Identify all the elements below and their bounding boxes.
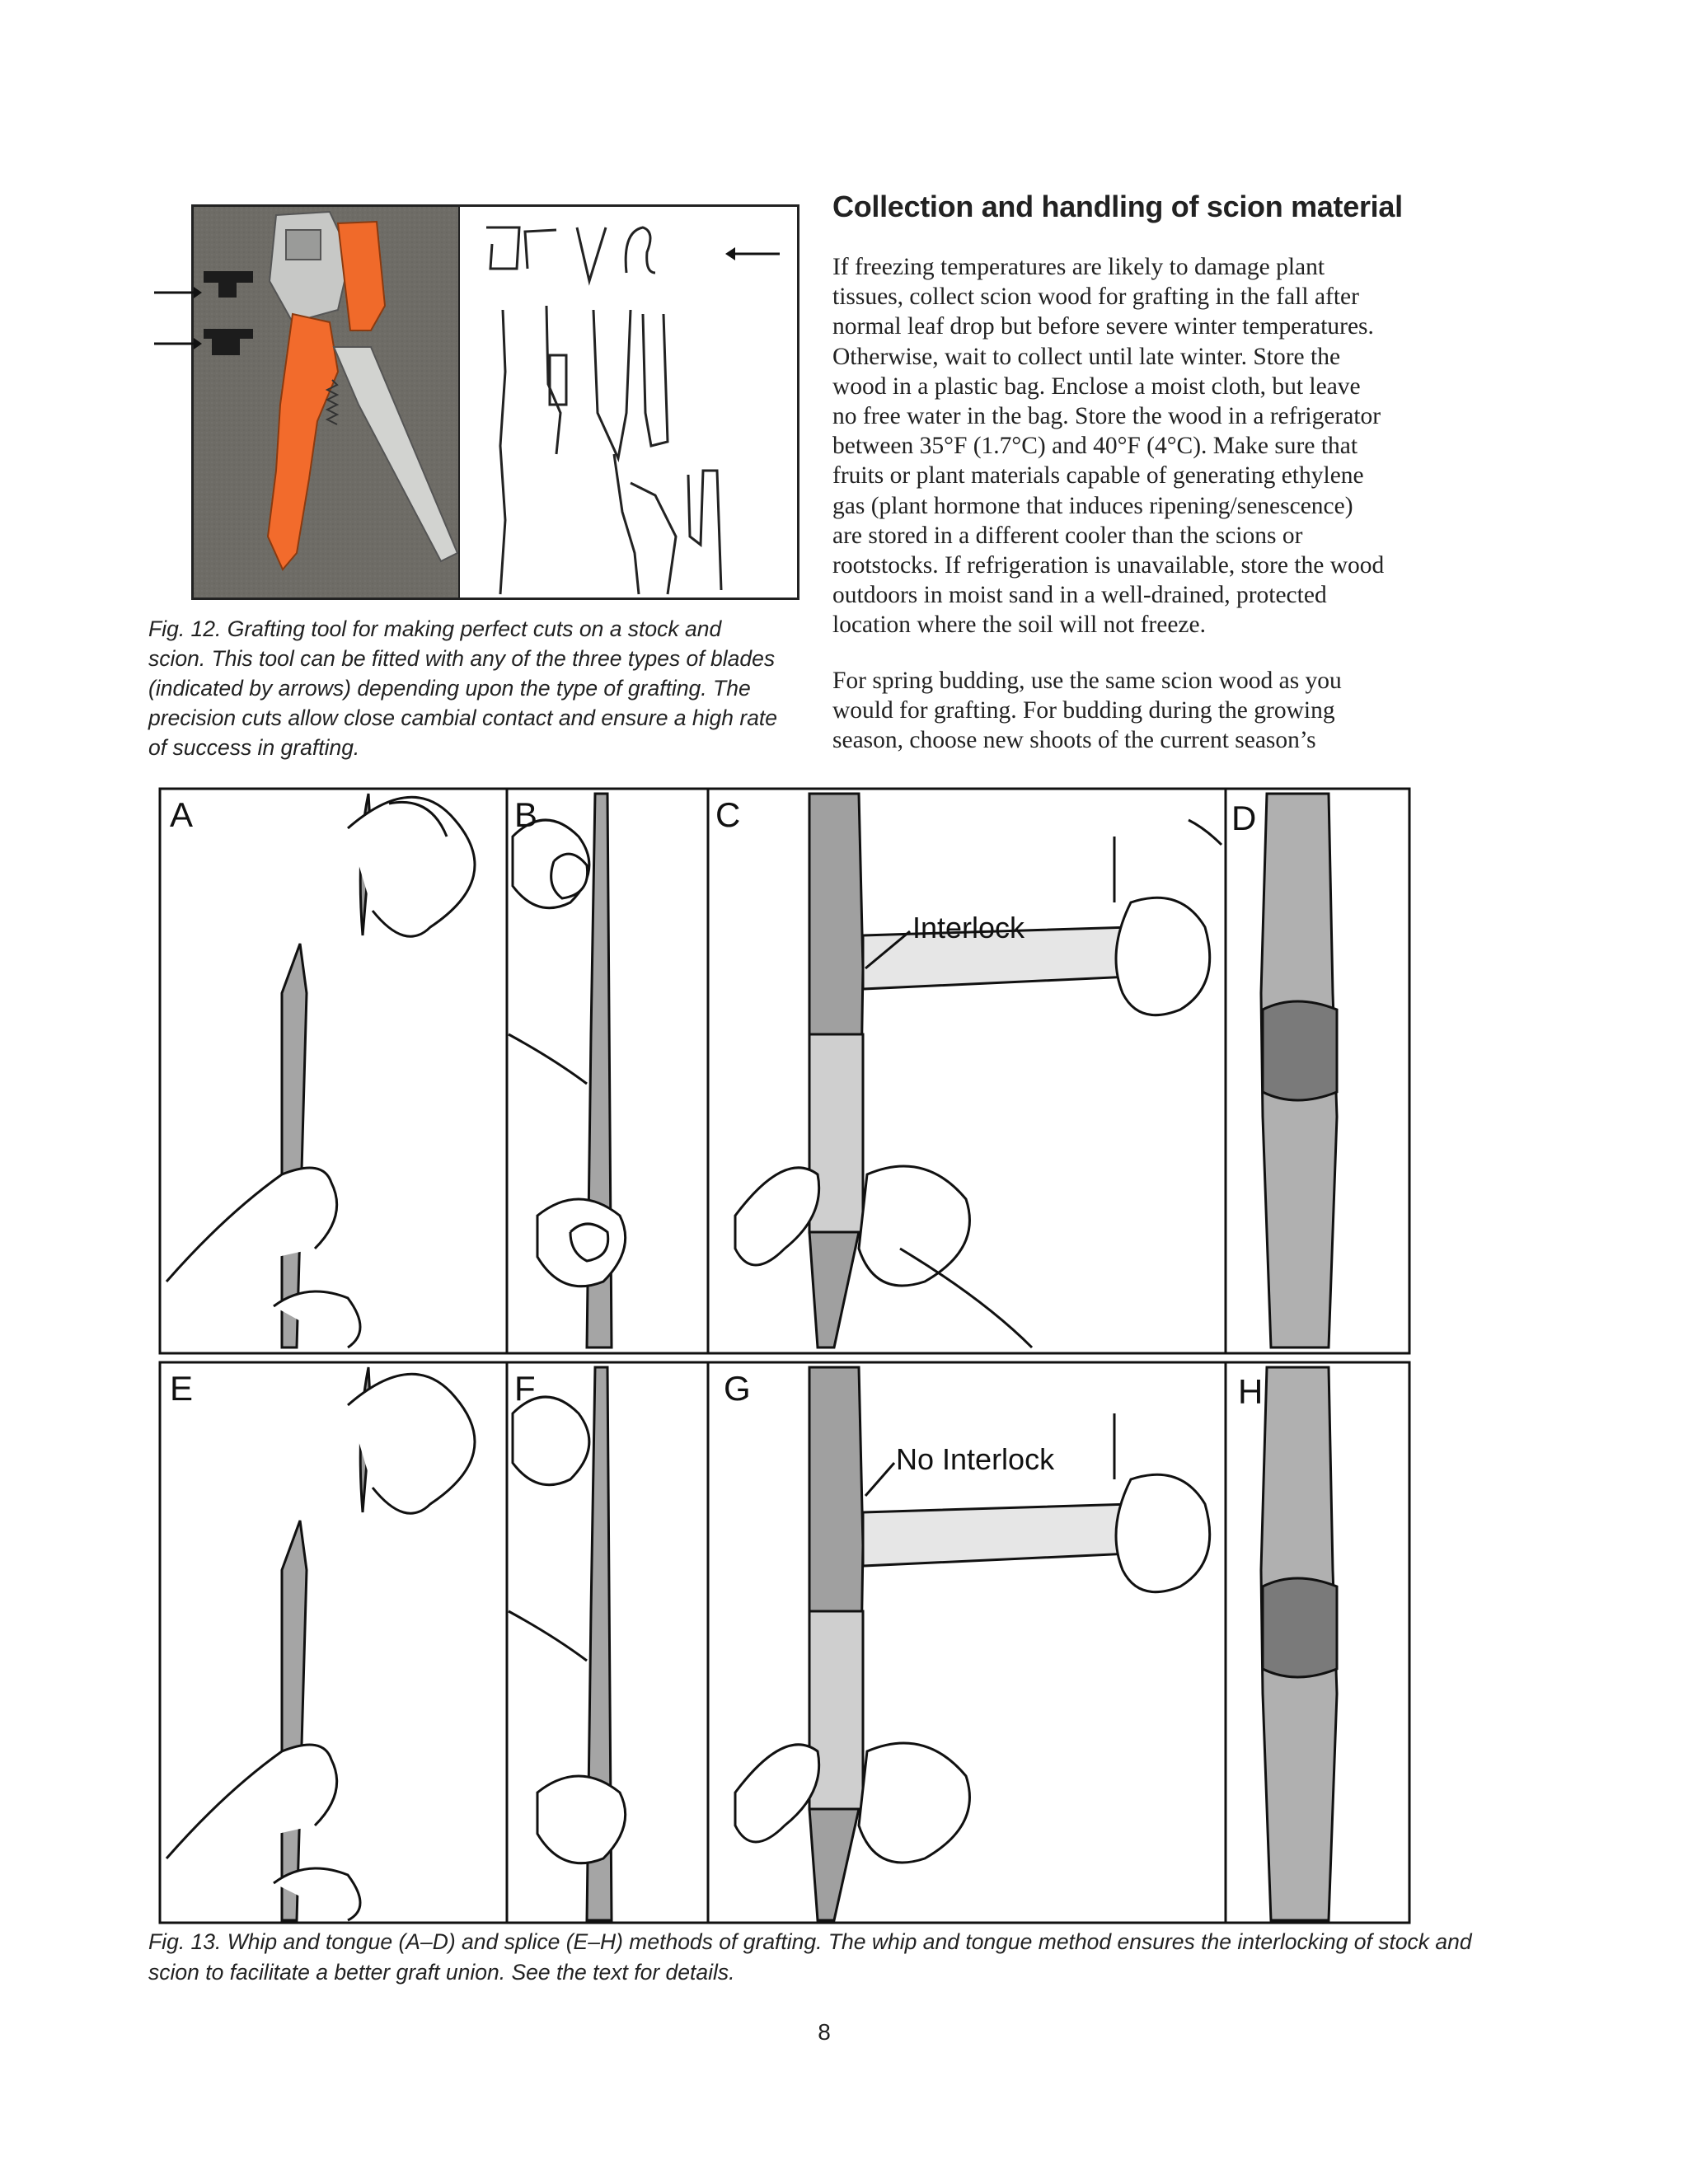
- text-line: If freezing temperatures are likely to damage plant: [832, 254, 1325, 280]
- text-line: between 35°F (1.7°C) and 40°F (4°C). Make sure that: [832, 433, 1358, 460]
- panel-b-drawing: [509, 794, 626, 1347]
- text-line: Otherwise, wait to collect until late winter. Store the: [832, 343, 1341, 370]
- callout-leader: [865, 1463, 894, 1496]
- text-line: would for grafting. For budding during the growing: [832, 697, 1335, 724]
- paragraph-2: [832, 666, 1492, 756]
- caption-line: precision cuts allow close cambial contact and ensure a high rate: [148, 705, 778, 730]
- text-line: For spring budding, use the same scion wood as you: [832, 668, 1342, 694]
- text-line: tissues, collect scion wood for grafting in the fall after: [832, 284, 1359, 311]
- text-line: wood in a plastic bag. Enclose a moist cloth, but leave: [832, 373, 1361, 400]
- text-line: are stored in a different cooler than the scions or: [832, 522, 1303, 549]
- page-number: 8: [818, 2019, 831, 2045]
- panel-h-drawing: [1261, 1367, 1337, 1920]
- caption-line: Fig. 13. Whip and tongue (A–D) and splice (E–H) methods of grafting. The whip and tongue method ensures the interlocking of stock and: [148, 1929, 1472, 1954]
- text-line: fruits or plant materials capable of generating ethylene: [832, 462, 1364, 490]
- panel-d-drawing: [1261, 794, 1337, 1347]
- arrow-icons: [152, 284, 202, 350]
- arrow-icon: [724, 244, 781, 264]
- caption-line: (indicated by arrows) depending upon the type of grafting. The: [148, 676, 751, 701]
- text-line: season, choose new shoots of the current season’s: [832, 727, 1316, 754]
- caption-line: scion to facilitate a better graft union. See the text for details.: [148, 1960, 735, 1985]
- panel-f-drawing: [509, 1367, 626, 1920]
- caption-line: of success in grafting.: [148, 735, 360, 760]
- panel-e-drawing: [166, 1367, 475, 1920]
- interlock-callout: Interlock: [912, 911, 1025, 944]
- section-heading: Collection and handling of scion material: [832, 190, 1403, 223]
- text-line: no free water in the bag. Store the wood in a refrigerator: [832, 403, 1381, 430]
- figure-12-caption: [148, 614, 808, 762]
- panel-label-b: B: [514, 795, 538, 834]
- grafting-tool-photo: [194, 207, 459, 598]
- text-line: gas (plant hormone that induces ripening/senescence): [832, 492, 1353, 519]
- caption-line: scion. This tool can be fitted with any of the three types of blades: [148, 646, 776, 671]
- panel-label-e: E: [170, 1369, 194, 1408]
- text-line: rootstocks. If refrigeration is unavailable, store the wood: [832, 552, 1385, 579]
- figure-13: [158, 787, 1411, 1924]
- text-line: normal leaf drop but before severe winter temperatures.: [832, 313, 1374, 340]
- text-line: outdoors in moist sand in a well-drained, protected: [832, 582, 1327, 609]
- panel-label-a: A: [170, 795, 194, 834]
- paragraph-1: [832, 252, 1492, 640]
- figure-12: [191, 204, 799, 600]
- text-line: location where the soil will not freeze.: [832, 612, 1206, 639]
- figure-13-caption: [148, 1927, 1533, 1988]
- panel-c-drawing: [735, 794, 1221, 1347]
- panel-label-c: C: [715, 795, 741, 834]
- panel-label-d: D: [1231, 799, 1257, 837]
- no-interlock-callout: No Interlock: [896, 1442, 1055, 1476]
- panel-label-f: F: [514, 1369, 536, 1408]
- blade-cut-diagrams: [486, 227, 721, 594]
- panel-a-drawing: [166, 794, 475, 1347]
- panel-label-h: H: [1238, 1372, 1264, 1411]
- caption-line: Fig. 12. Grafting tool for making perfect cuts on a stock and: [148, 616, 722, 641]
- panel-label-g: G: [724, 1369, 751, 1408]
